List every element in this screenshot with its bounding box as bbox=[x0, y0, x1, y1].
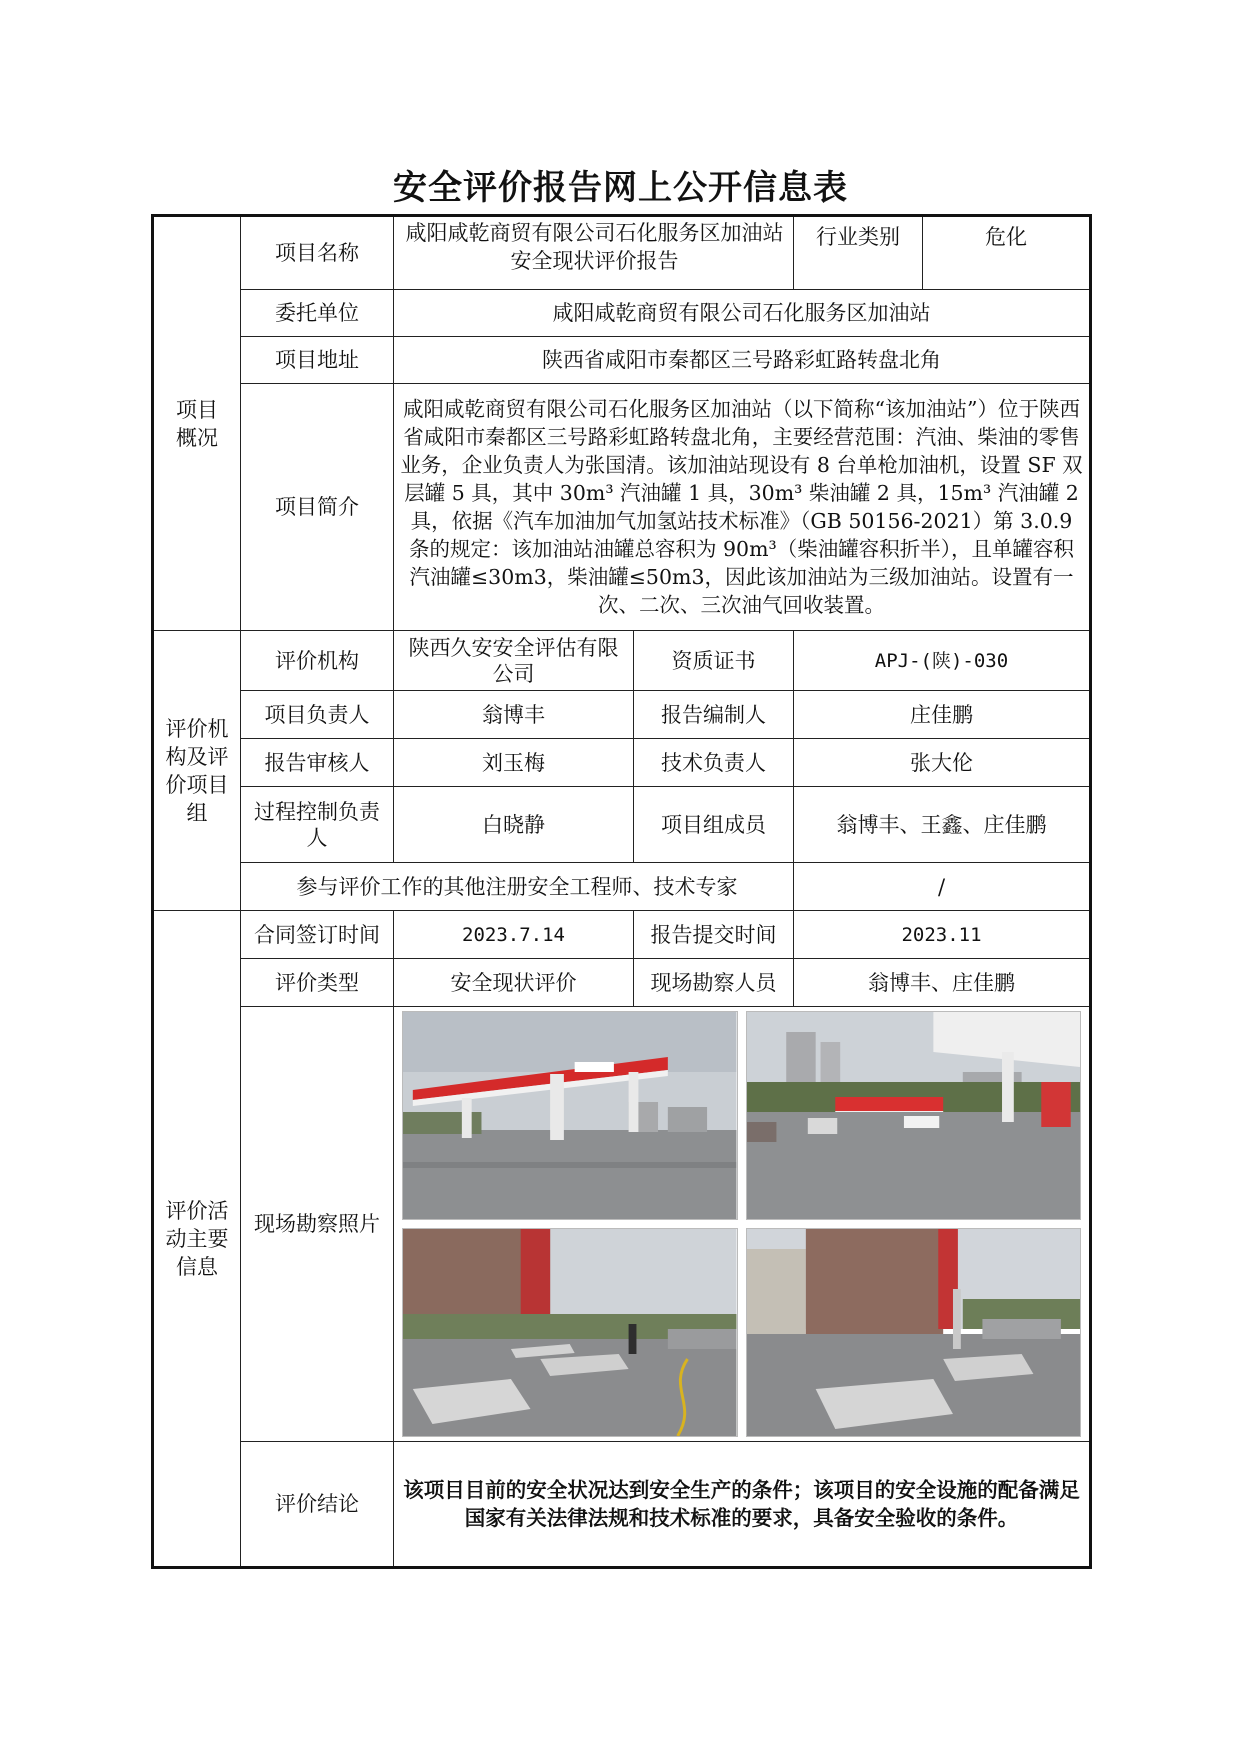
project-name-value: 咸阳咸乾商贸有限公司石化服务区加油站安全现状评价报告 bbox=[394, 216, 794, 290]
submit-label: 报告提交时间 bbox=[634, 911, 794, 959]
address-value: 陕西省咸阳市秦都区三号路彩虹路转盘北角 bbox=[394, 337, 1091, 384]
industry-label: 行业类别 bbox=[794, 217, 923, 289]
process-label: 过程控制负责人 bbox=[241, 787, 394, 863]
intro-value: 咸阳咸乾商贸有限公司石化服务区加油站（以下简称“该加油站”）位于陕西省咸阳市秦都区三号路彩虹路转盘北角，主要经营范围：汽油、柴油的零售业务，企业负责人为张国清。该加油站现设有 8 台单枪加油机，设置 SF 双层罐 5 具，其中 30m³ 汽油罐 1 具，30m³ 柴油罐 2 具，15m³ 汽油罐 2 具，依据《汽车加油加气加氢站技术标准》（GB 50156-2021）第 3.0.9 条的规定：该加油站油罐总容积为 90m³（柴油罐容积折半），且单罐容积汽油罐≤30m3，柴油罐≤50m3，因此该加油站为三级加油站。设置有一次、二次、三次油气回收装置。 bbox=[394, 384, 1091, 631]
site-photo-forecourt bbox=[746, 1011, 1082, 1220]
members-label: 项目组成员 bbox=[634, 787, 794, 863]
site-photo-tank-lids bbox=[746, 1228, 1082, 1437]
page-title: 安全评价报告网上公开信息表 bbox=[393, 168, 848, 208]
conclusion-value: 该项目目前的安全状况达到安全生产的条件；该项目的安全设施的配备满足国家有关法律法规和技术标准的要求，具备安全验收的条件。 bbox=[394, 1442, 1091, 1568]
others-label: 参与评价工作的其他注册安全工程师、技术专家 bbox=[241, 863, 794, 911]
surveyors-value: 翁博丰、庄佳鹏 bbox=[794, 959, 1091, 1007]
section-activity-label: 评价活动主要信息 bbox=[153, 911, 241, 1568]
client-value: 咸阳咸乾商贸有限公司石化服务区加油站 bbox=[394, 290, 1091, 337]
cert-label: 资质证书 bbox=[634, 631, 794, 691]
reviewer-label: 报告审核人 bbox=[241, 739, 394, 787]
project-name-label: 项目名称 bbox=[241, 216, 394, 290]
industry-value: 危化 bbox=[985, 225, 1027, 249]
address-label: 项目地址 bbox=[241, 337, 394, 384]
site-photo-canopy bbox=[402, 1011, 738, 1220]
conclusion-label: 评价结论 bbox=[241, 1442, 394, 1568]
cert-value: APJ-(陕)-030 bbox=[794, 631, 1091, 691]
industry-cell bbox=[794, 216, 1091, 290]
others-value: / bbox=[794, 863, 1091, 911]
submit-value: 2023.11 bbox=[794, 911, 1091, 959]
members-value: 翁博丰、王鑫、庄佳鹏 bbox=[794, 787, 1091, 863]
surveyors-label: 现场勘察人员 bbox=[634, 959, 794, 1007]
org-label: 评价机构 bbox=[241, 631, 394, 691]
leader-value: 翁博丰 bbox=[394, 691, 634, 739]
info-table bbox=[151, 214, 1092, 1569]
contract-label: 合同签订时间 bbox=[241, 911, 394, 959]
photos-cell bbox=[394, 1007, 1091, 1442]
tech-label: 技术负责人 bbox=[634, 739, 794, 787]
process-value: 白晓静 bbox=[394, 787, 634, 863]
section-org-label: 评价机构及评价项目组 bbox=[153, 631, 241, 911]
type-value: 安全现状评价 bbox=[394, 959, 634, 1007]
reviewer-value: 刘玉梅 bbox=[394, 739, 634, 787]
leader-label: 项目负责人 bbox=[241, 691, 394, 739]
org-value: 陕西久安安全评估有限公司 bbox=[394, 631, 634, 691]
section-overview-label: 项目 概况 bbox=[153, 216, 241, 631]
photos-label: 现场勘察照片 bbox=[241, 1007, 394, 1442]
client-label: 委托单位 bbox=[241, 290, 394, 337]
writer-value: 庄佳鹏 bbox=[794, 691, 1091, 739]
tech-value: 张大伦 bbox=[794, 739, 1091, 787]
contract-value: 2023.7.14 bbox=[394, 911, 634, 959]
site-photo-tank-area bbox=[402, 1228, 738, 1437]
intro-label: 项目简介 bbox=[241, 384, 394, 631]
writer-label: 报告编制人 bbox=[634, 691, 794, 739]
type-label: 评价类型 bbox=[241, 959, 394, 1007]
